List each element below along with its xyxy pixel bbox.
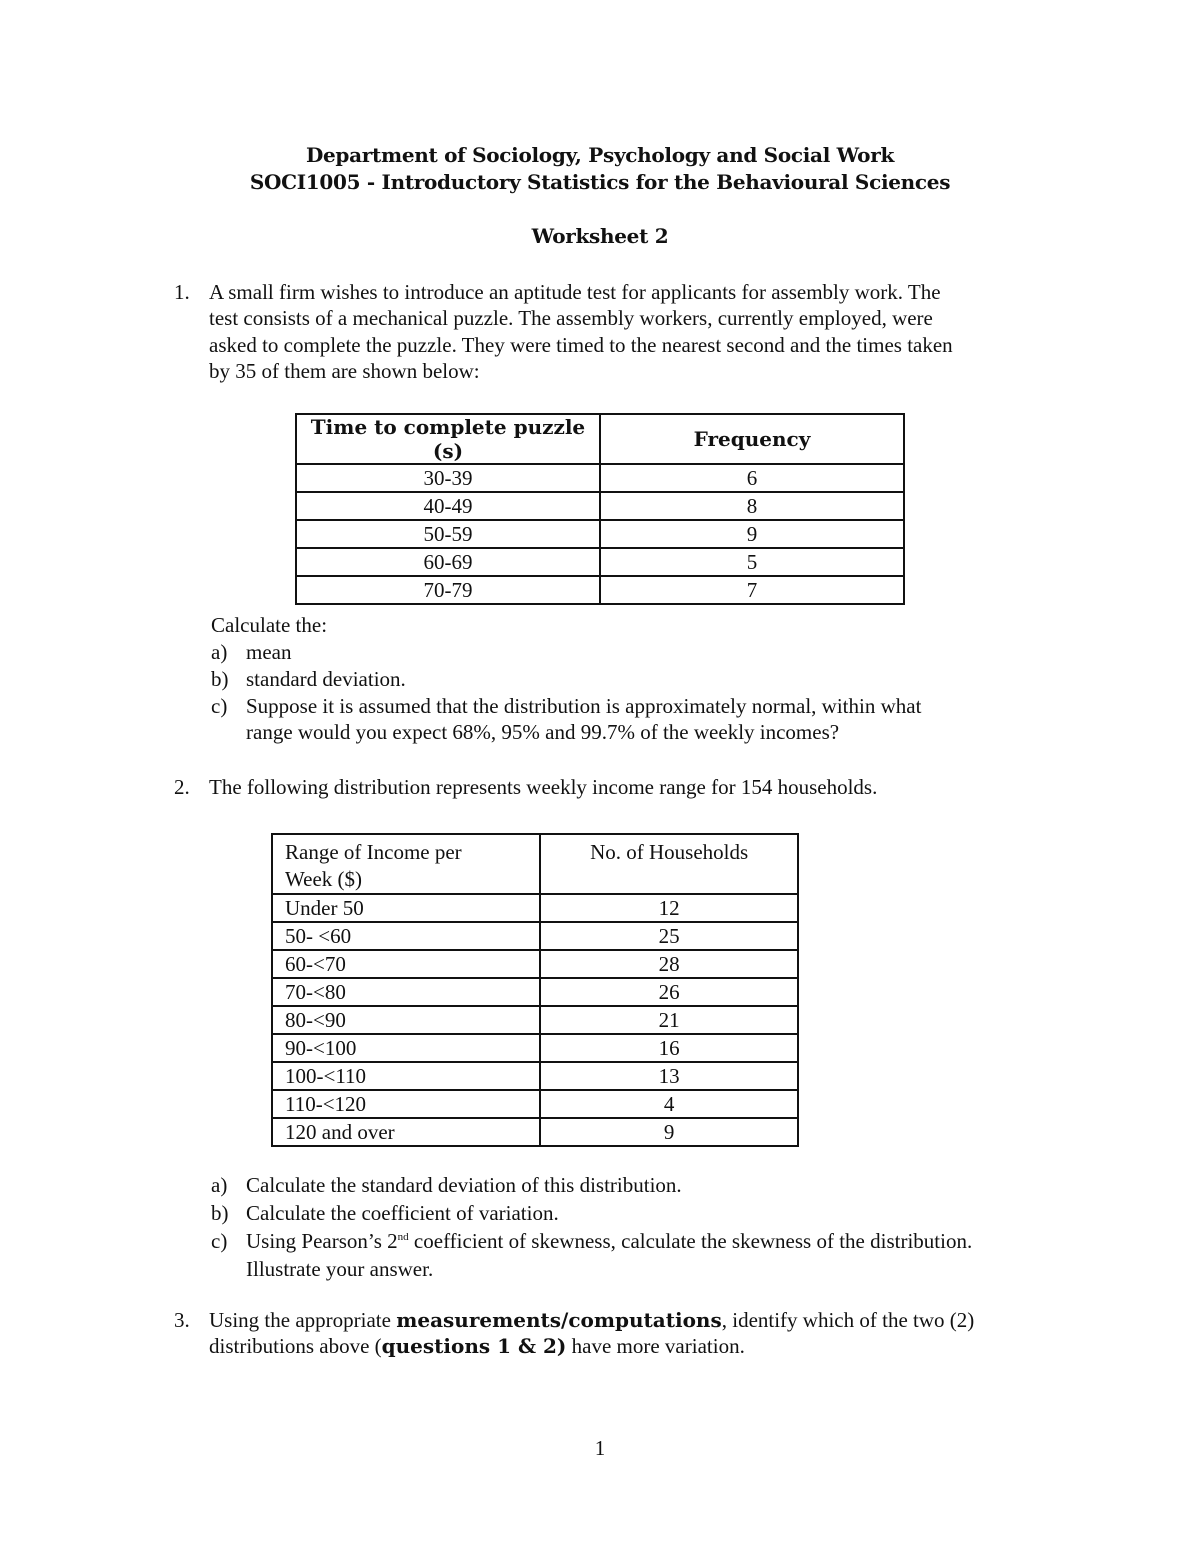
households-cell: 21 xyxy=(540,1006,798,1034)
text-span: , identify which of the two (2) xyxy=(721,1308,975,1332)
frequency-cell: 6 xyxy=(600,464,904,492)
question-1-prompt: Calculate the: xyxy=(211,613,328,637)
question-3-line-2 xyxy=(209,1334,745,1359)
households-cell: 9 xyxy=(540,1118,798,1146)
question-1-number: 1. xyxy=(174,280,190,304)
part-text: standard deviation. xyxy=(246,667,406,691)
question-1-line-4: by 35 of them are shown below: xyxy=(209,359,480,383)
question-1-line-3: asked to complete the puzzle. They were timed to the nearest second and the times taken xyxy=(209,333,953,357)
income-range-cell: 80-<90 xyxy=(272,1006,540,1034)
income-range-cell: 120 and over xyxy=(272,1118,540,1146)
table-header-row xyxy=(296,414,904,464)
table-row xyxy=(272,1006,798,1034)
income-range-cell: 70-<80 xyxy=(272,978,540,1006)
household-income-table xyxy=(271,833,799,1147)
part-text-continued: Illustrate your answer. xyxy=(246,1257,434,1281)
part-text xyxy=(246,1229,972,1254)
question-3-line-1 xyxy=(209,1308,974,1333)
households-cell: 26 xyxy=(540,978,798,1006)
frequency-cell: 5 xyxy=(600,548,904,576)
frequency-cell: 8 xyxy=(600,492,904,520)
text-span: have more variation. xyxy=(566,1334,745,1358)
part-text: Suppose it is assumed that the distribution is approximately normal, within what xyxy=(246,694,922,718)
text-span: distributions above ( xyxy=(209,1334,382,1358)
time-cell: 40-49 xyxy=(296,492,600,520)
puzzle-time-table xyxy=(295,413,905,605)
frequency-cell: 9 xyxy=(600,520,904,548)
households-cell: 28 xyxy=(540,950,798,978)
page-number: 1 xyxy=(594,1436,606,1460)
bold-text: measurements/computations xyxy=(396,1308,722,1332)
part-label: a) xyxy=(211,1173,228,1197)
part-label: c) xyxy=(211,1229,228,1253)
question-1-line-2: test consists of a mechanical puzzle. The assembly workers, currently employed, were xyxy=(209,306,933,330)
question-2-number: 2. xyxy=(174,775,190,799)
income-range-cell: 100-<110 xyxy=(272,1062,540,1090)
ordinal-superscript: nd xyxy=(397,1231,409,1243)
table-row xyxy=(272,1034,798,1062)
part-text-start: Using Pearson’s 2 xyxy=(246,1229,398,1253)
time-cell: 70-79 xyxy=(296,576,600,604)
households-cell: 12 xyxy=(540,894,798,922)
table-row xyxy=(296,548,904,576)
part-label: b) xyxy=(211,1201,229,1225)
part-label: c) xyxy=(211,694,228,718)
table-row xyxy=(272,978,798,1006)
question-2-line: The following distribution represents weekly income range for 154 households. xyxy=(209,775,878,799)
income-range-cell: Under 50 xyxy=(272,894,540,922)
households-cell: 25 xyxy=(540,922,798,950)
part-label: b) xyxy=(211,667,229,691)
households-cell: 13 xyxy=(540,1062,798,1090)
time-cell: 30-39 xyxy=(296,464,600,492)
table-row xyxy=(272,1062,798,1090)
part-text-continued: range would you expect 68%, 95% and 99.7% of the weekly incomes? xyxy=(246,720,840,744)
income-range-cell: 50- <60 xyxy=(272,922,540,950)
text-span: Using the appropriate xyxy=(209,1308,397,1332)
table-row xyxy=(272,922,798,950)
table-row xyxy=(272,1090,798,1118)
table-row xyxy=(272,950,798,978)
table-row xyxy=(296,492,904,520)
column-header-frequency: Frequency xyxy=(600,414,904,464)
part-text: mean xyxy=(246,640,292,664)
part-text: Calculate the standard deviation of this distribution. xyxy=(246,1173,682,1197)
header-line-2: Week ($) xyxy=(285,867,363,891)
table-row xyxy=(272,1118,798,1146)
department-heading: Department of Sociology, Psychology and Social Work xyxy=(305,143,895,167)
table-row xyxy=(296,464,904,492)
column-header-households: No. of Households xyxy=(540,834,798,894)
income-range-cell: 110-<120 xyxy=(272,1090,540,1118)
header-line-1: Range of Income per xyxy=(285,840,462,864)
frequency-cell: 7 xyxy=(600,576,904,604)
question-3-number: 3. xyxy=(174,1308,190,1332)
time-cell: 50-59 xyxy=(296,520,600,548)
bold-text: questions 1 & 2) xyxy=(381,1334,567,1358)
column-header-time: Time to complete puzzle (s) xyxy=(296,414,600,464)
question-1-line-1: A small firm wishes to introduce an aptitude test for applicants for assembly work. The xyxy=(209,280,941,304)
worksheet-title: Worksheet 2 xyxy=(531,224,669,248)
table-row xyxy=(272,894,798,922)
table-row xyxy=(296,576,904,604)
time-cell: 60-69 xyxy=(296,548,600,576)
part-text: Calculate the coefficient of variation. xyxy=(246,1201,559,1225)
course-heading: SOCI1005 - Introductory Statistics for the Behavioural Sciences xyxy=(249,170,951,194)
households-cell: 16 xyxy=(540,1034,798,1062)
income-range-cell: 60-<70 xyxy=(272,950,540,978)
part-label: a) xyxy=(211,640,228,664)
part-text-end: coefficient of skewness, calculate the skewness of the distribution. xyxy=(408,1229,973,1253)
table-header-row xyxy=(272,834,798,894)
column-header-income-range xyxy=(272,834,540,894)
table-row xyxy=(296,520,904,548)
income-range-cell: 90-<100 xyxy=(272,1034,540,1062)
households-cell: 4 xyxy=(540,1090,798,1118)
